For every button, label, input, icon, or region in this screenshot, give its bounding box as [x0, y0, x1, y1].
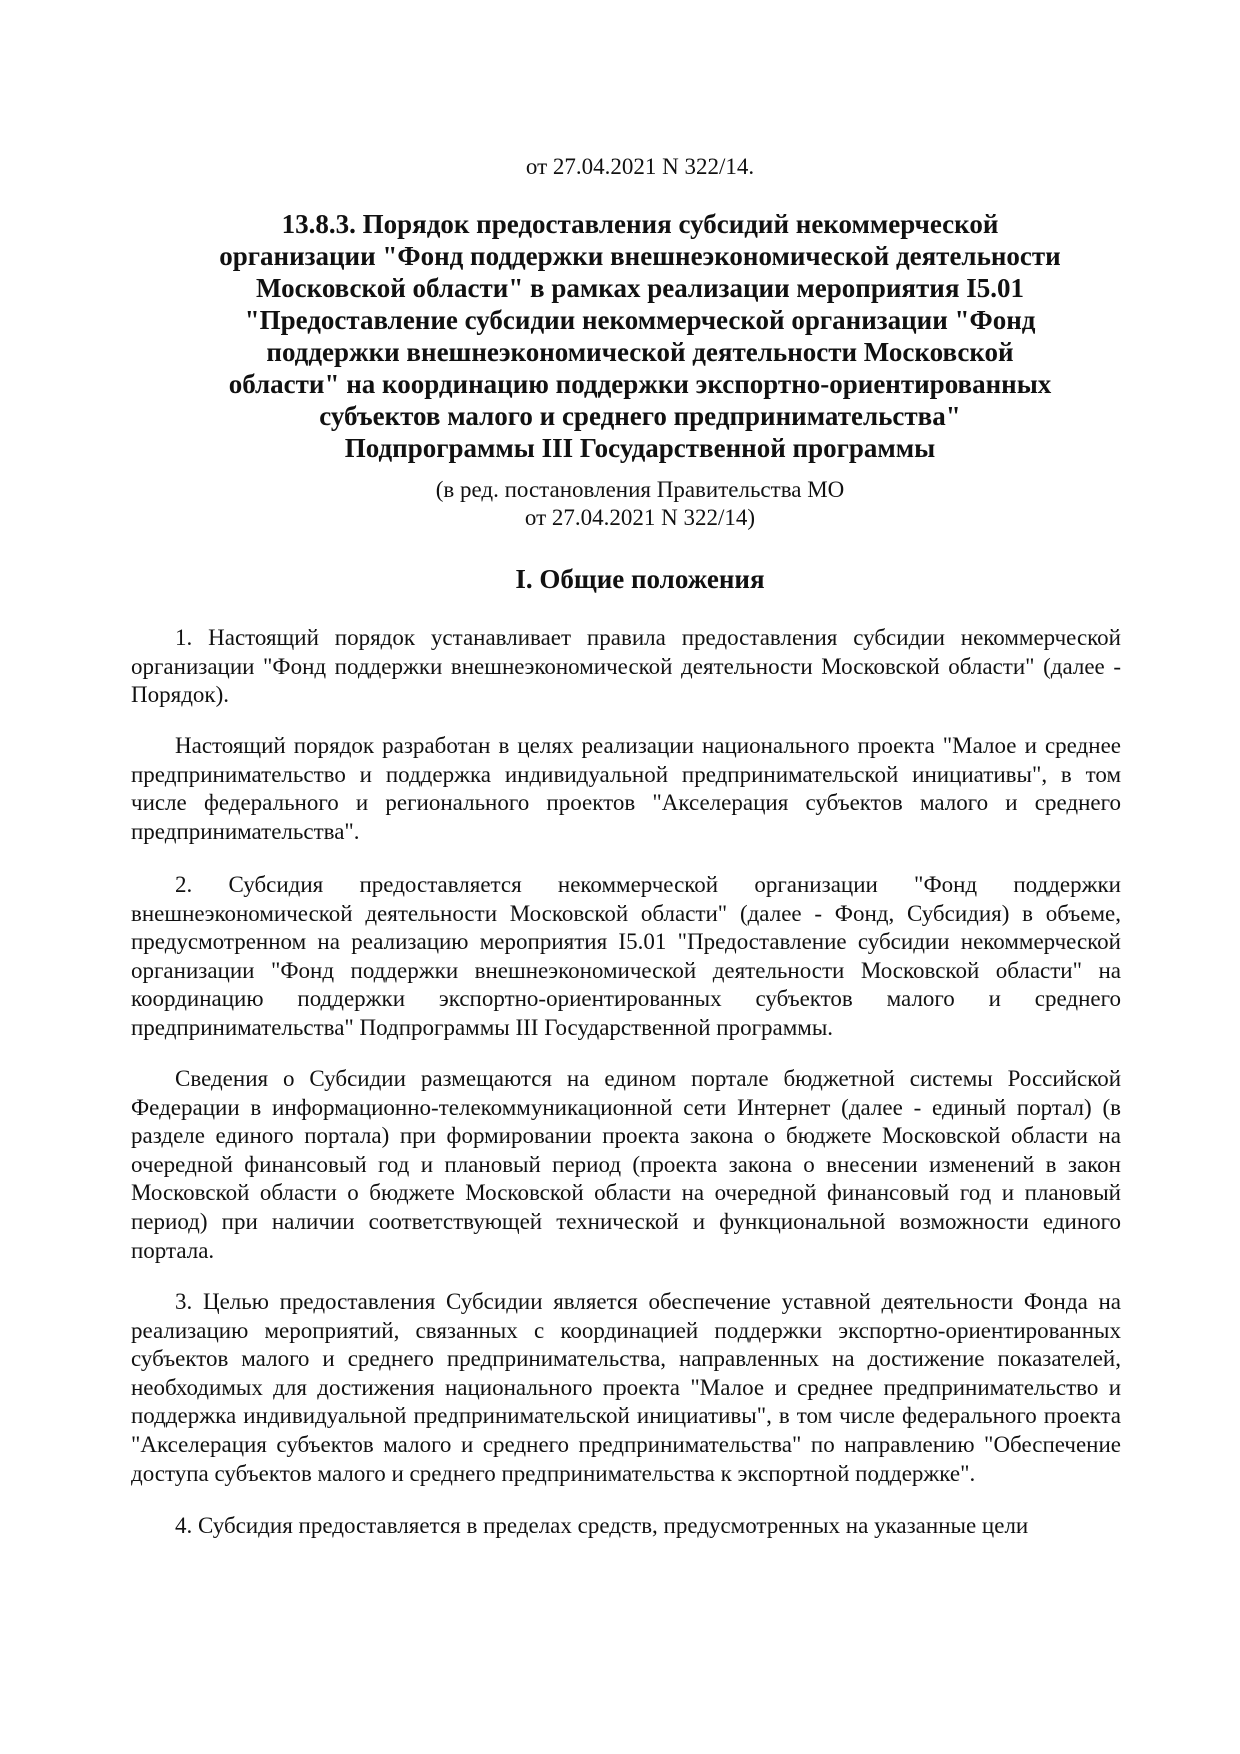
title-line: Московской области" в рамках реализации мероприятия I5.01 [256, 273, 1024, 303]
section-heading: I. Общие положения [515, 564, 765, 594]
edition-note [120, 476, 1160, 532]
title-line: Подпрограммы III Государственной программы [344, 433, 936, 463]
title-line: области" на координацию поддержки экспортно-ориентированных [228, 369, 1052, 399]
paragraph: 2. Субсидия предоставляется некоммерческой организации "Фонд поддержки внешнеэкономической деятельности Московской области" (далее - Фонд, Субсидия) в объеме, предусмотренном на реализацию мероприятия I5.01 "Предоставление субсидии некоммерческой организации "Фонд поддержки внешнеэкономической деятельности Московской области" на координацию поддержки экспортно-ориентированных субъектов малого и среднего предпринимательства" Подпрограммы III Государственной программы. [131, 872, 1121, 1040]
paragraph: Настоящий порядок разработан в целях реализации национального проекта "Малое и среднее предпринимательство и поддержка индивидуальной предпринимательской инициативы", в том числе федерального и регионального проектов "Акселерация субъектов малого и среднего предпринимательства". [131, 733, 1121, 844]
title-line: "Предоставление субсидии некоммерческой организации "Фонд [244, 305, 1036, 335]
paragraph: Сведения о Субсидии размещаются на едином портале бюджетной системы Российской Федерации в информационно-телекоммуникационной сети Интернет (далее - единый портал) (в разделе единого портала) при формировании проекта закона о бюджете Московской области на очередной финансовый год и плановый период (проекта закона о внесении изменений в закон Московской области о бюджете Московской области на очередной финансовый год и плановый период) при наличии соответствующей технической и функциональной возможности единого портала. [131, 1066, 1121, 1263]
document-title [120, 208, 1160, 464]
title-line: субъектов малого и среднего предпринимательства" [319, 401, 961, 431]
edition-line: (в ред. постановления Правительства МО [435, 477, 845, 502]
edition-line: от 27.04.2021 N 322/14) [524, 505, 756, 530]
title-line: 13.8.3. Порядок предоставления субсидий некоммерческой [281, 209, 999, 239]
paragraph: 1. Настоящий порядок устанавливает правила предоставления субсидии некоммерческой организации "Фонд поддержки внешнеэкономической деятельности Московской области" (далее - Порядок). [131, 625, 1121, 708]
header-reference: от 27.04.2021 N 322/14. [525, 154, 755, 179]
paragraph: 3. Целью предоставления Субсидии является обеспечение уставной деятельности Фонда на реализацию мероприятий, связанных с координацией поддержки экспортно-ориентированных субъектов малого и среднего предпринимательства, направленных на достижение показателей, необходимых для достижения национального проекта "Малое и среднее предпринимательство и поддержка индивидуальной предпринимательской инициативы", в том числе федерального проекта "Акселерация субъектов малого и среднего предпринимательства" по направлению "Обеспечение доступа субъектов малого и среднего предпринимательства к экспортной поддержке". [131, 1289, 1121, 1486]
paragraph: 4. Субсидия предоставляется в пределах средств, предусмотренных на указанные цели [175, 1513, 1029, 1538]
title-line: организации "Фонд поддержки внешнеэкономической деятельности [219, 241, 1061, 271]
title-line: поддержки внешнеэкономической деятельности Московской [266, 337, 1014, 367]
